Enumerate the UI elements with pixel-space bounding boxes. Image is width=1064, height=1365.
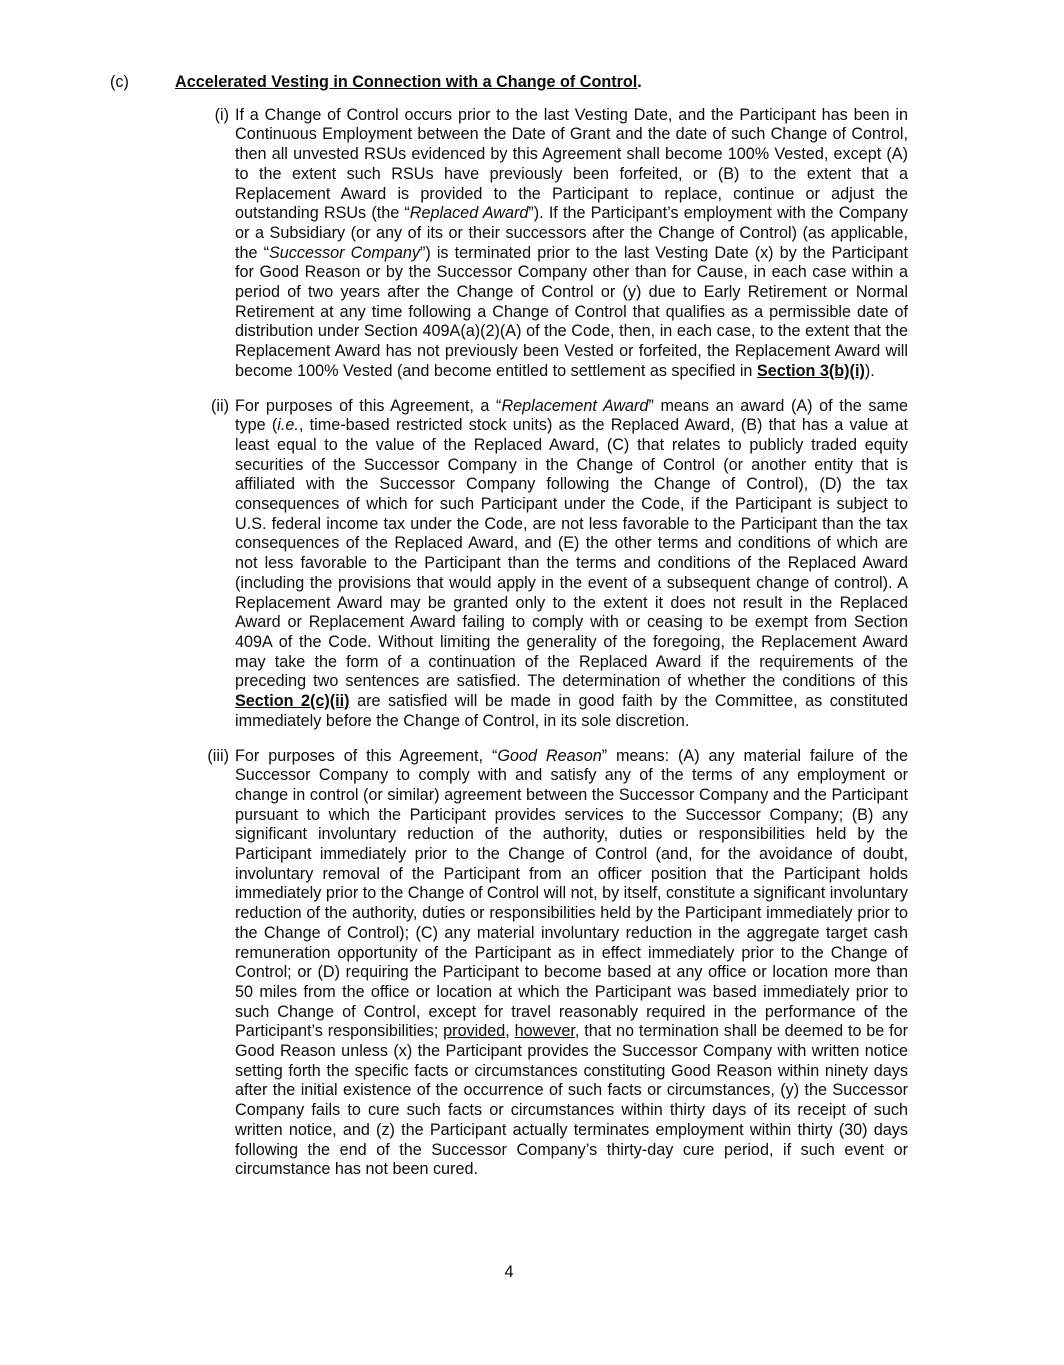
emphasis-provided: provided [443, 1022, 506, 1041]
text-run: , that no termination shall be deemed to be for Good Reason unless (x) the Participant provides the Successor Company with written notice setting forth the specific facts or circumstances constituting Good Reason within ninety days after the initial existence of the occurrence of such facts or circumstances, (y) the Successor Company fails to cure such facts or circumstances within thirty days of its receipt of such written notice, and (z) the Participant actually terminates employment within thirty (30) days following the end of the Successor Company’s thirty-day cure period, if such event or circumstance has not been cured. [235, 1022, 908, 1179]
defined-term-replacement-award: Replacement Award [501, 396, 649, 415]
latin-abbreviation-ie: i.e. [277, 416, 299, 435]
paragraph-label: (i) [214, 105, 229, 124]
text-run: ”) is terminated prior to the last Vesting Date (x) by the Participant for Good Reason or by the Successor Company other than for Cause, in each case within a period of two years after the Change of Control or (y) due to Early Retirement or Normal Retirement at any time following a Change of Control that qualifies as a permissible date of distribution under Section 409A(a)(2)(A) of the Code, then, in each case, to the extent that the Replacement Award has not previously been Vested or forfeited, the Replacement Award will become 100% Vested (and become entitled to settlement as specified in [235, 243, 908, 380]
page-number: 4 [504, 1263, 514, 1281]
section-label: (c) [110, 73, 129, 91]
text-run: , time-based restricted stock units) as the Replaced Award, (B) that has a value at least equal to the value of the Replaced Award, (C) that relates to publicly traded equity securities of the Successor Company in the Change of Control (or another entity that is affiliated with the Successor Company following the Change of Control), (D) the tax consequences of which for such Participant under the Code, if the Participant is subject to U.S. federal income tax under the Code, are not less favorable to the Participant than the tax consequences of the Replaced Award, and (E) the other terms and conditions of which are not less favorable to the Participant than the terms and conditions of the Replaced Award (including the provisions that would apply in the event of a subsequent change of control). A Replacement Award may be granted only to the extent it does not result in the Replaced Award or Replacement Award failing to comply with or ceasing to be exempt from Section 409A of the Code. Without limiting the generality of the foregoing, the Replacement Award may take the form of a continuation of the Replaced Award if the requirements of the preceding two sentences are satisfied. The determination of whether the conditions of this [235, 416, 908, 691]
section-heading: Accelerated Vesting in Connection with a Change of Control [175, 73, 638, 91]
text-run: For purposes of this Agreement, a “ [235, 396, 502, 415]
text-run: If a Change of Control occurs prior to the last Vesting Date, and the Participant has been in Continuous Employment between the Date of Grant and the date of such Change of Control, then all unvested RSUs evidenced by this Agreement shall become 100% Vested, except (A) to the extent such RSUs have previously been forfeited, or (B) to the extent that a Replacement Award is provided to the Participant to replace, continue or adjust the outstanding RSUs (the “ [235, 105, 908, 223]
defined-term-successor-company: Successor Company [269, 243, 420, 262]
defined-term-replaced-award: Replaced Award [409, 204, 529, 223]
paragraph-label: (ii) [211, 396, 229, 415]
defined-term-good-reason: Good Reason [497, 746, 602, 765]
paragraph-item-i [214, 105, 908, 382]
text-run: ” means: (A) any material failure of the Successor Company to comply with and satisfy any of the terms of any employment or change in control (or similar) agreement between the Successor Company and the Participant pursuant to which the Participant provides services to the Successor Company; (B) any significant involuntary reduction of the authority, duties or responsibilities held by the Participant immediately prior to the Change of Control (and, for the avoidance of doubt, involuntary removal of the Participant from an officer position that the Participant holds immediately prior to the Change of Control will not, by itself, constitute a significant involuntary reduction of the authority, duties or responsibilities held by the Participant immediately prior to the Change of Control); (C) any material involuntary reduction in the aggregate target cash remuneration opportunity of the Participant as in effect immediately prior to the Change of Control; or (D) requiring the Participant to become based at any office or location more than 50 miles from the office or location at which the Participant was based immediately prior to such Change of Control, except for travel reasonably required in the performance of the Participant’s responsibilities; [235, 746, 909, 1041]
section-heading-period: . [637, 73, 642, 91]
text-run: ). [864, 361, 875, 380]
text-run: , [505, 1022, 515, 1041]
emphasis-however: however [514, 1022, 575, 1041]
paragraph-item-iii [207, 746, 909, 1180]
section-heading-row [110, 73, 1064, 93]
paragraph-item-ii [211, 396, 909, 732]
text-run: are satisfied will be made in good faith by the Committee, as constituted immediately before the Change of Control, in its sole discretion. [235, 692, 909, 730]
text-run: For purposes of this Agreement, “ [235, 746, 498, 765]
text-run: ”). If the Participant’s employment with the Company or a Subsidiary (or any of its or their successors after the Change of Control) (as applicable, the “ [235, 204, 908, 262]
section-reference-2cii: Section 2(c)(ii) [235, 692, 350, 711]
paragraph-label: (iii) [207, 746, 229, 765]
section-reference-3bi: Section 3(b)(i) [756, 361, 865, 380]
text-run: ” means an award (A) of the same type ( [235, 396, 908, 435]
